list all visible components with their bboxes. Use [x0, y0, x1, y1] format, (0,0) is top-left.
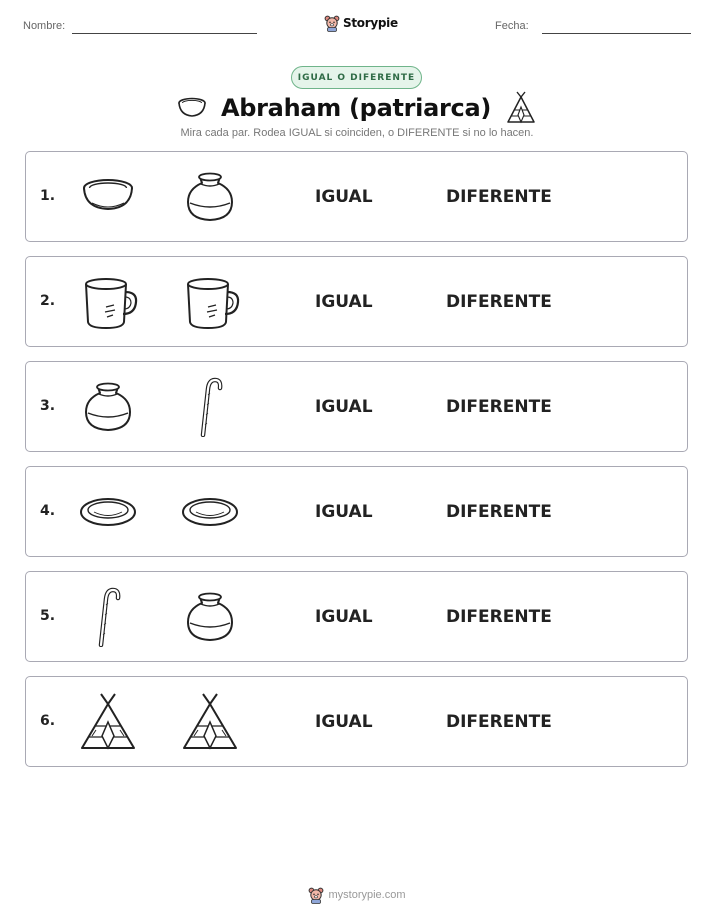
bear-logo-icon — [308, 887, 324, 904]
exercise-row — [25, 256, 688, 347]
pot-icon — [180, 587, 240, 647]
row-number: 3. — [40, 398, 56, 414]
igual-option[interactable]: IGUAL — [315, 187, 373, 207]
footer-url: mystorypie.com — [328, 889, 406, 901]
igual-option[interactable]: IGUAL — [315, 712, 373, 732]
date-label: Fecha: — [495, 20, 529, 32]
tent-icon — [78, 692, 138, 752]
diferente-option[interactable]: DIFERENTE — [446, 187, 552, 207]
igual-option[interactable]: IGUAL — [315, 502, 373, 522]
footer — [0, 884, 714, 906]
row-number: 6. — [40, 713, 56, 729]
mug-icon — [78, 272, 138, 332]
diferente-option[interactable]: DIFERENTE — [446, 712, 552, 732]
igual-option[interactable]: IGUAL — [315, 397, 373, 417]
row-number: 2. — [40, 293, 56, 309]
staff-icon — [78, 587, 138, 647]
exercise-row — [25, 676, 688, 767]
name-label: Nombre: — [23, 20, 66, 32]
pot-icon — [180, 167, 240, 227]
row-number: 1. — [40, 188, 56, 204]
tent-icon — [180, 692, 240, 752]
exercise-row — [25, 571, 688, 662]
page-title: Abraham (patriarca) — [220, 94, 492, 122]
name-line[interactable] — [72, 33, 257, 34]
plate-icon — [78, 482, 138, 542]
pot-icon — [78, 377, 138, 437]
bowl-icon — [177, 95, 207, 121]
diferente-option[interactable]: DIFERENTE — [446, 502, 552, 522]
mug-icon — [180, 272, 240, 332]
date-line[interactable] — [542, 33, 691, 34]
instructions: Mira cada par. Rodea IGUAL si coinciden, o DIFERENTE si no lo hacen. — [180, 127, 534, 139]
activity-badge: IGUAL O DIFERENTE — [291, 66, 422, 89]
tent-icon — [505, 91, 537, 125]
diferente-option[interactable]: DIFERENTE — [446, 292, 552, 312]
title-row — [0, 90, 714, 126]
row-number: 5. — [40, 608, 56, 624]
diferente-option[interactable]: DIFERENTE — [446, 607, 552, 627]
exercise-row — [25, 151, 688, 242]
bear-logo-icon — [324, 15, 340, 32]
row-number: 4. — [40, 503, 56, 519]
igual-option[interactable]: IGUAL — [315, 292, 373, 312]
plate-icon — [180, 482, 240, 542]
exercise-row — [25, 466, 688, 557]
exercise-row — [25, 361, 688, 452]
brand-name: Storypie — [343, 16, 398, 30]
bowl-icon — [78, 167, 138, 227]
igual-option[interactable]: IGUAL — [315, 607, 373, 627]
brand-logo — [324, 13, 398, 33]
diferente-option[interactable]: DIFERENTE — [446, 397, 552, 417]
staff-icon — [180, 377, 240, 437]
